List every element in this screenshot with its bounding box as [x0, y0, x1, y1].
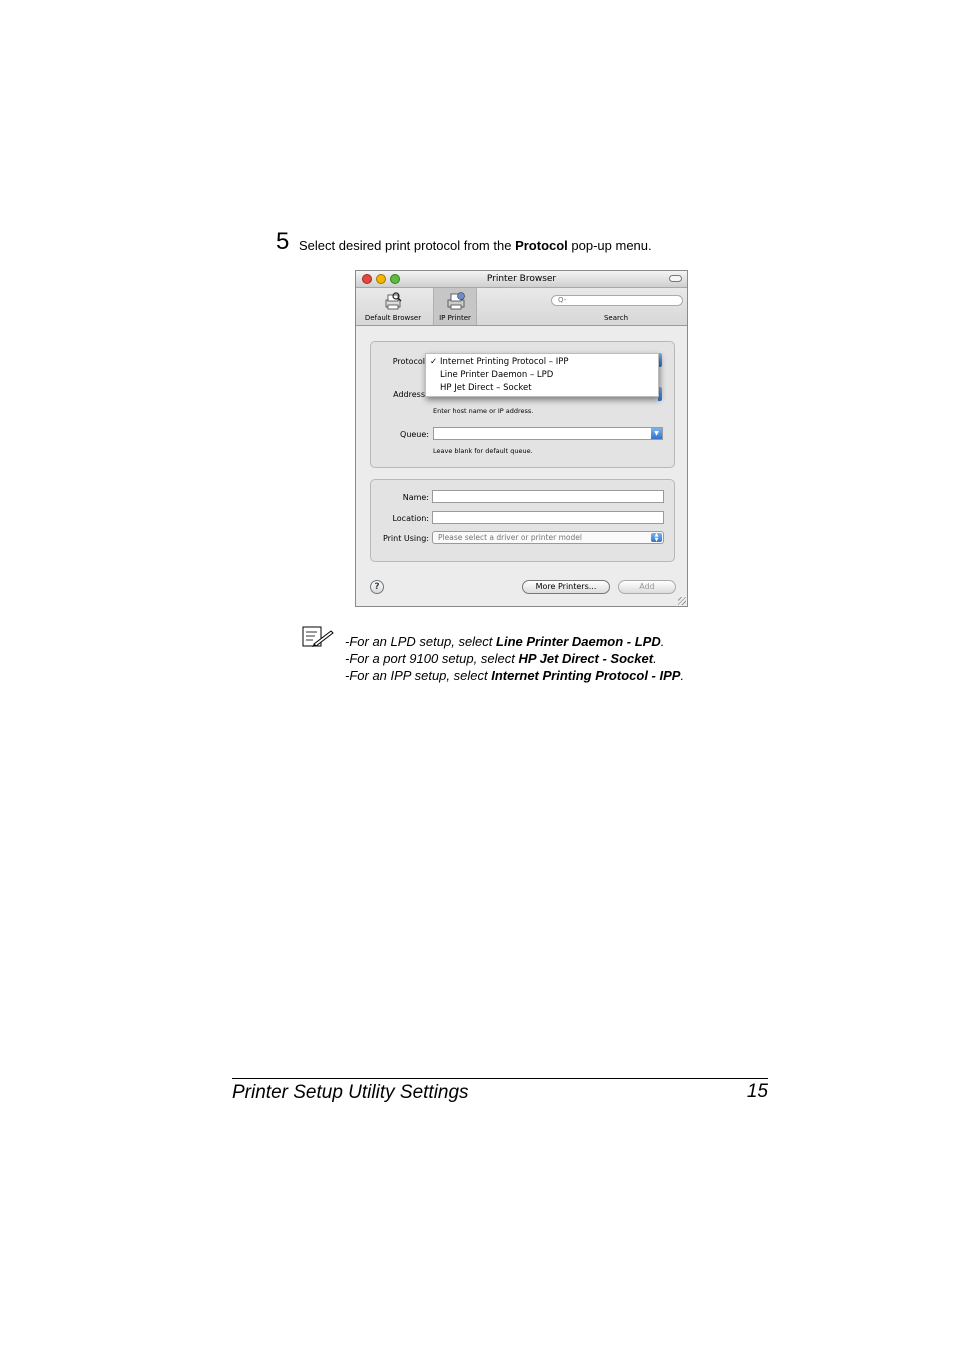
printer-search-icon [383, 291, 403, 311]
menu-item-label: HP Jet Direct – Socket [440, 383, 532, 393]
menu-item-label: Line Printer Daemon – LPD [440, 370, 554, 380]
protocol-popup-menu[interactable] [425, 353, 659, 397]
note-text: -For an LPD setup, select [345, 634, 497, 649]
checkmark-icon: ✓ [429, 357, 438, 367]
note-pencil-icon [302, 626, 334, 648]
window-title: Printer Browser [486, 274, 557, 284]
print-using-select[interactable] [432, 531, 664, 544]
queue-label: Queue: [400, 430, 429, 439]
default-browser-button[interactable] [358, 288, 428, 325]
resize-grip-icon[interactable] [678, 597, 686, 605]
step-number: 5 [276, 228, 290, 255]
search-input[interactable]: Q- [551, 295, 683, 306]
note-line-ipp [345, 668, 684, 684]
note-bold: Line Printer Daemon - LPD [496, 634, 661, 649]
default-browser-label: Default Browser [364, 314, 422, 322]
name-label: Name: [402, 493, 429, 502]
print-using-value: Please select a driver or printer model [438, 533, 582, 542]
print-using-label: Print Using: [382, 534, 429, 543]
title-bar[interactable] [356, 271, 687, 288]
toolbar-toggle-button[interactable] [669, 275, 682, 282]
menu-item-socket[interactable] [426, 382, 658, 395]
protocol-label: Protocol [392, 357, 425, 366]
chevron-down-icon[interactable]: ▼ [651, 428, 662, 439]
note-text: . [680, 668, 685, 683]
location-field[interactable] [432, 511, 664, 524]
note-text: -For a port 9100 setup, select [345, 651, 519, 666]
search-label: Search [603, 314, 629, 322]
note-line-lpd [345, 634, 664, 650]
note-text: . [660, 634, 665, 649]
page-number: 15 [746, 1081, 768, 1102]
address-hint: Enter host name or IP address. [433, 407, 534, 415]
footer-title: Printer Setup Utility Settings [232, 1082, 469, 1103]
menu-item-lpd[interactable] [426, 369, 658, 382]
add-button[interactable]: Add [618, 580, 676, 594]
queue-combo-input[interactable] [433, 427, 663, 440]
ip-printer-label: IP Printer [439, 314, 471, 322]
up-down-arrows-icon: ▲ ▼ [651, 533, 662, 542]
note-text: . [653, 651, 657, 666]
step-text-before: Select desired print protocol from the [299, 238, 516, 253]
toolbar [356, 288, 687, 326]
more-printers-button[interactable]: More Printers... [522, 580, 610, 594]
step-instruction [299, 238, 652, 254]
ip-printer-icon [446, 291, 466, 311]
step-text-bold: Protocol [515, 238, 568, 253]
step-text-after: pop-up menu. [567, 238, 652, 253]
note-line-socket [345, 651, 657, 667]
note-bold: HP Jet Direct - Socket [518, 651, 654, 666]
queue-hint: Leave blank for default queue. [433, 447, 533, 455]
help-button[interactable]: ? [370, 580, 384, 594]
name-field[interactable] [432, 490, 664, 503]
menu-item-label: Internet Printing Protocol – IPP [440, 357, 569, 367]
search-area [586, 288, 646, 325]
menu-item-ipp[interactable] [426, 356, 658, 369]
note-text: -For an IPP setup, select [345, 668, 492, 683]
ip-printer-button[interactable] [433, 288, 477, 325]
footer-rule [232, 1078, 768, 1079]
location-label: Location: [392, 514, 429, 523]
note-bold: Internet Printing Protocol - IPP [491, 668, 681, 683]
printer-browser-window [355, 270, 688, 607]
address-label: Address [393, 390, 425, 399]
